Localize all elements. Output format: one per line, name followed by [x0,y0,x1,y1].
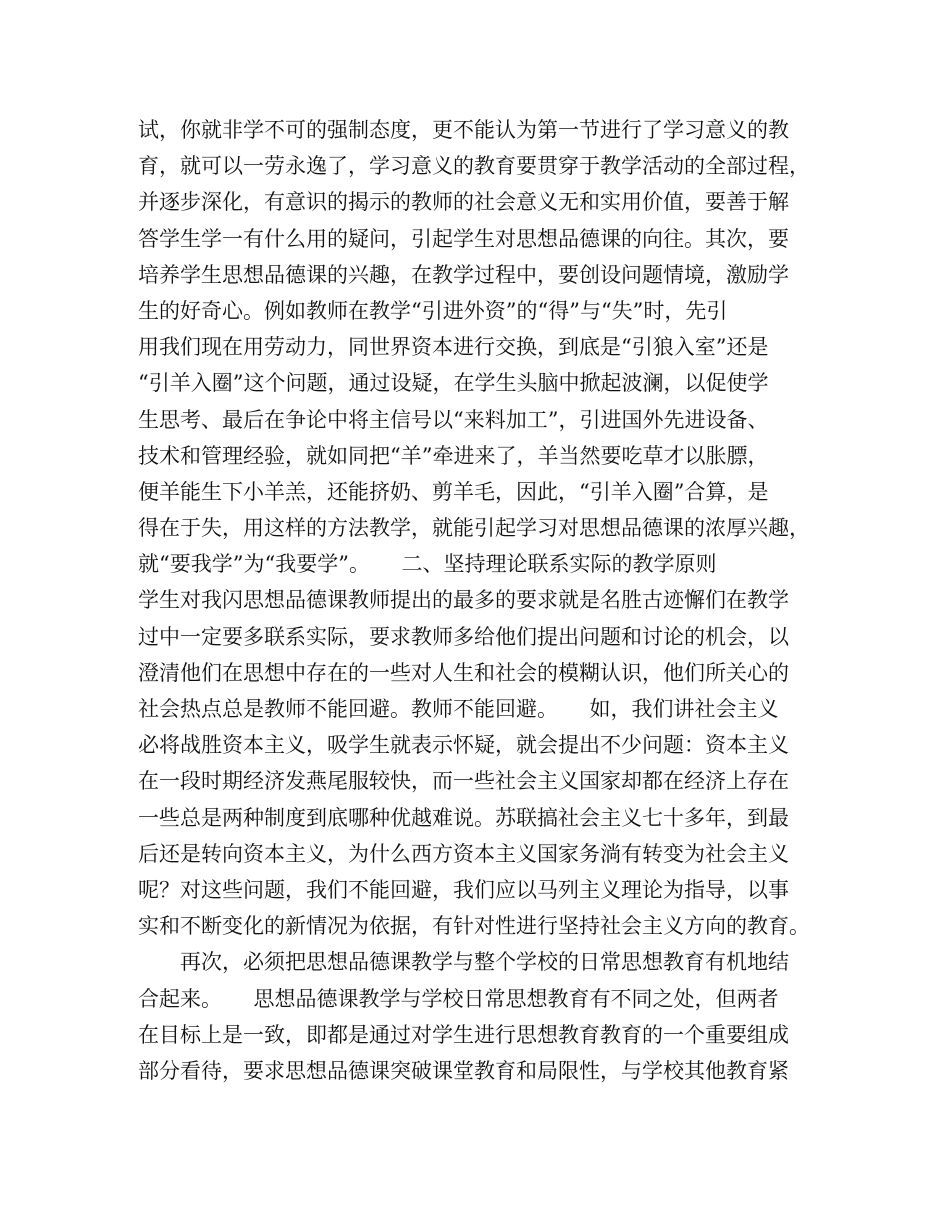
body-text [138,112,828,1089]
text-line: 澄清他们在思想中存在的一些对人生和社会的模糊认识，他们所关心的 [138,660,789,685]
text-line: 用我们现在用劳动力，同世界资本进行交换，到底是“引狼入室”还是 [138,335,769,360]
text-line: 生思考、最后在争论中将主信号以“来料加工”，引进国外先进设备、 [138,407,769,432]
text-line: 呢？对这些问题，我们不能回避，我们应以马列主义理论为指导，以事 [138,877,789,902]
text-line: 答学生学一有什么用的疑问，引起学生对思想品德课的向往。其次，要 [138,226,789,251]
text-line: 生的好奇心。例如教师在教学“引进外资”的“得”与“失”时，先引 [138,298,728,323]
text-line: 过中一定要多联系实际，要求教师多给他们提出问题和讨论的机会，以 [138,624,789,649]
text-line: 便羊能生下小羊羔，还能挤奶、剪羊毛，因此，“引羊入圈”合算，是 [138,479,769,504]
text-line: 就“要我学”为“我要学”。 二、坚持理论联系实际的教学原则 [138,552,717,577]
text-line: 学生对我闪思想品德课教师提出的最多的要求就是名胜古迹懈们在教学 [138,588,789,613]
text-line: 在一段时期经济发燕尾服较快，而一些社会主义国家却都在经济上存在 [138,769,789,794]
text-line: 必将战胜资本主义，吸学生就表示怀疑，就会提出不少问题：资本主义 [138,733,789,758]
text-line: 育，就可以一劳永逸了，学习意义的教育要贯穿于教学活动的全部过程， [138,154,810,179]
text-line: 后还是转向资本主义，为什么西方资本主义国家务淌有转变为社会主义 [138,841,789,866]
text-line: 部分看待，要求思想品德课突破课堂教育和局限性，与学校其他教育紧 [138,1058,789,1083]
text-line: 培养学生思想品德课的兴趣，在教学过程中，要创设问题情境，激励学 [138,262,789,287]
text-line: 实和不断变化的新情况为依据，有针对性进行坚持社会主义方向的教育。 [138,914,810,939]
text-line: 得在于失，用这样的方法教学，就能引起学习对思想品德课的浓厚兴趣， [138,516,810,541]
text-line: “引羊入圈”这个问题，通过设疑，在学生头脑中掀起波澜，以促使学 [138,371,769,396]
text-line: 并逐步深化，有意识的揭示的教师的社会意义无和实用价值，要善于解 [138,190,789,215]
text-line: 技术和管理经验，就如同把“羊”牵进来了，羊当然要吃草才以胀膘， [138,443,769,468]
text-line: 再次，必须把思想品德课教学与整个学校的日常思想教育有机地结 [138,950,789,975]
text-line: 社会热点总是教师不能回避。教师不能回避。 如，我们讲社会主义 [138,697,779,721]
text-line: 合起来。 思想品德课教学与学校日常思想教育有不同之处，但两者 [138,986,779,1011]
text-line: 试，你就非学不可的强制态度，更不能认为第一节进行了学习意义的教 [138,118,789,142]
text-line: 在目标上是一致，即都是通过对学生进行思想教育教育的一个重要组成 [138,1022,789,1047]
text-line: 一些总是两种制度到底哪种优越难说。苏联搞社会主义七十多年，到最 [138,805,789,830]
